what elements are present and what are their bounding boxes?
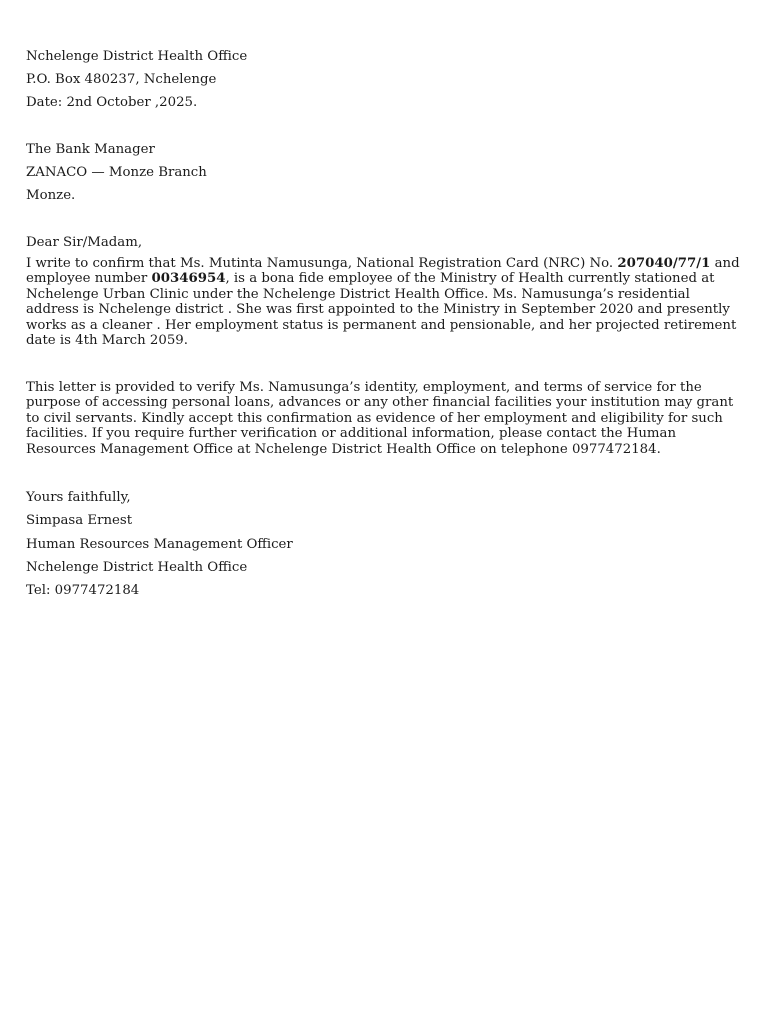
closing-block — [26, 488, 742, 604]
employee-number: 00346954 — [151, 271, 226, 287]
body-text: and employee number — [26, 255, 740, 287]
signatory-tel: Tel: 0977472184 — [26, 582, 140, 598]
signatory-name: Simpasa Ernest — [26, 513, 133, 529]
salutation: Dear Sir/Madam, — [26, 234, 143, 250]
letter-date: Date: 2nd October ,2025. — [26, 95, 198, 111]
body-paragraph-1 — [26, 256, 742, 349]
body-text: I write to confirm that Ms. Mutinta Namusunga, National Registration Card (NRC) No. — [26, 255, 618, 271]
spacer — [26, 117, 742, 140]
recipient-title: The Bank Manager — [26, 141, 155, 157]
spacer — [26, 349, 742, 380]
signatory-office: Nchelenge District Health Office — [26, 559, 248, 575]
body-text: , is a bona fide employee of the Ministry of Health currently stationed at Nchelenge Urban Clinic under the Nchelenge District Health Office. Ms. Namusunga’s residential address is Nchelenge district . She was first appointed to the Ministry in September 2020 and presently works as a cleaner . Her employment status is permanent and pensionable, and her projected retirement date is 4th March 2059. — [26, 271, 737, 349]
spacer — [26, 457, 742, 488]
body-paragraph-2: This letter is provided to verify Ms. Namusunga’s identity, employment, and terms of service for the purpose of accessing personal loans, advances or any other financial facilities your institution may grant to civil servants. Kindly accept this confirmation as evidence of her employment and eligibility for such facilities. If you require further verification or additional information, please contact the Human Resources Management Office at Nchelenge District Health Office on telephone 0977472184. — [26, 379, 734, 457]
letter — [26, 47, 742, 604]
spacer — [26, 209, 742, 232]
signatory-position: Human Resources Management Officer — [26, 536, 293, 552]
sender-address: P.O. Box 480237, Nchelenge — [26, 72, 217, 88]
sender-block — [26, 47, 742, 117]
recipient-town: Monze. — [26, 188, 76, 204]
recipient-branch: ZANACO — Monze Branch — [26, 164, 207, 180]
sender-office: Nchelenge District Health Office — [26, 49, 248, 64]
recipient-block — [26, 140, 742, 210]
nrc-number: 207040/77/1 — [617, 255, 711, 271]
valediction: Yours faithfully, — [26, 490, 131, 506]
